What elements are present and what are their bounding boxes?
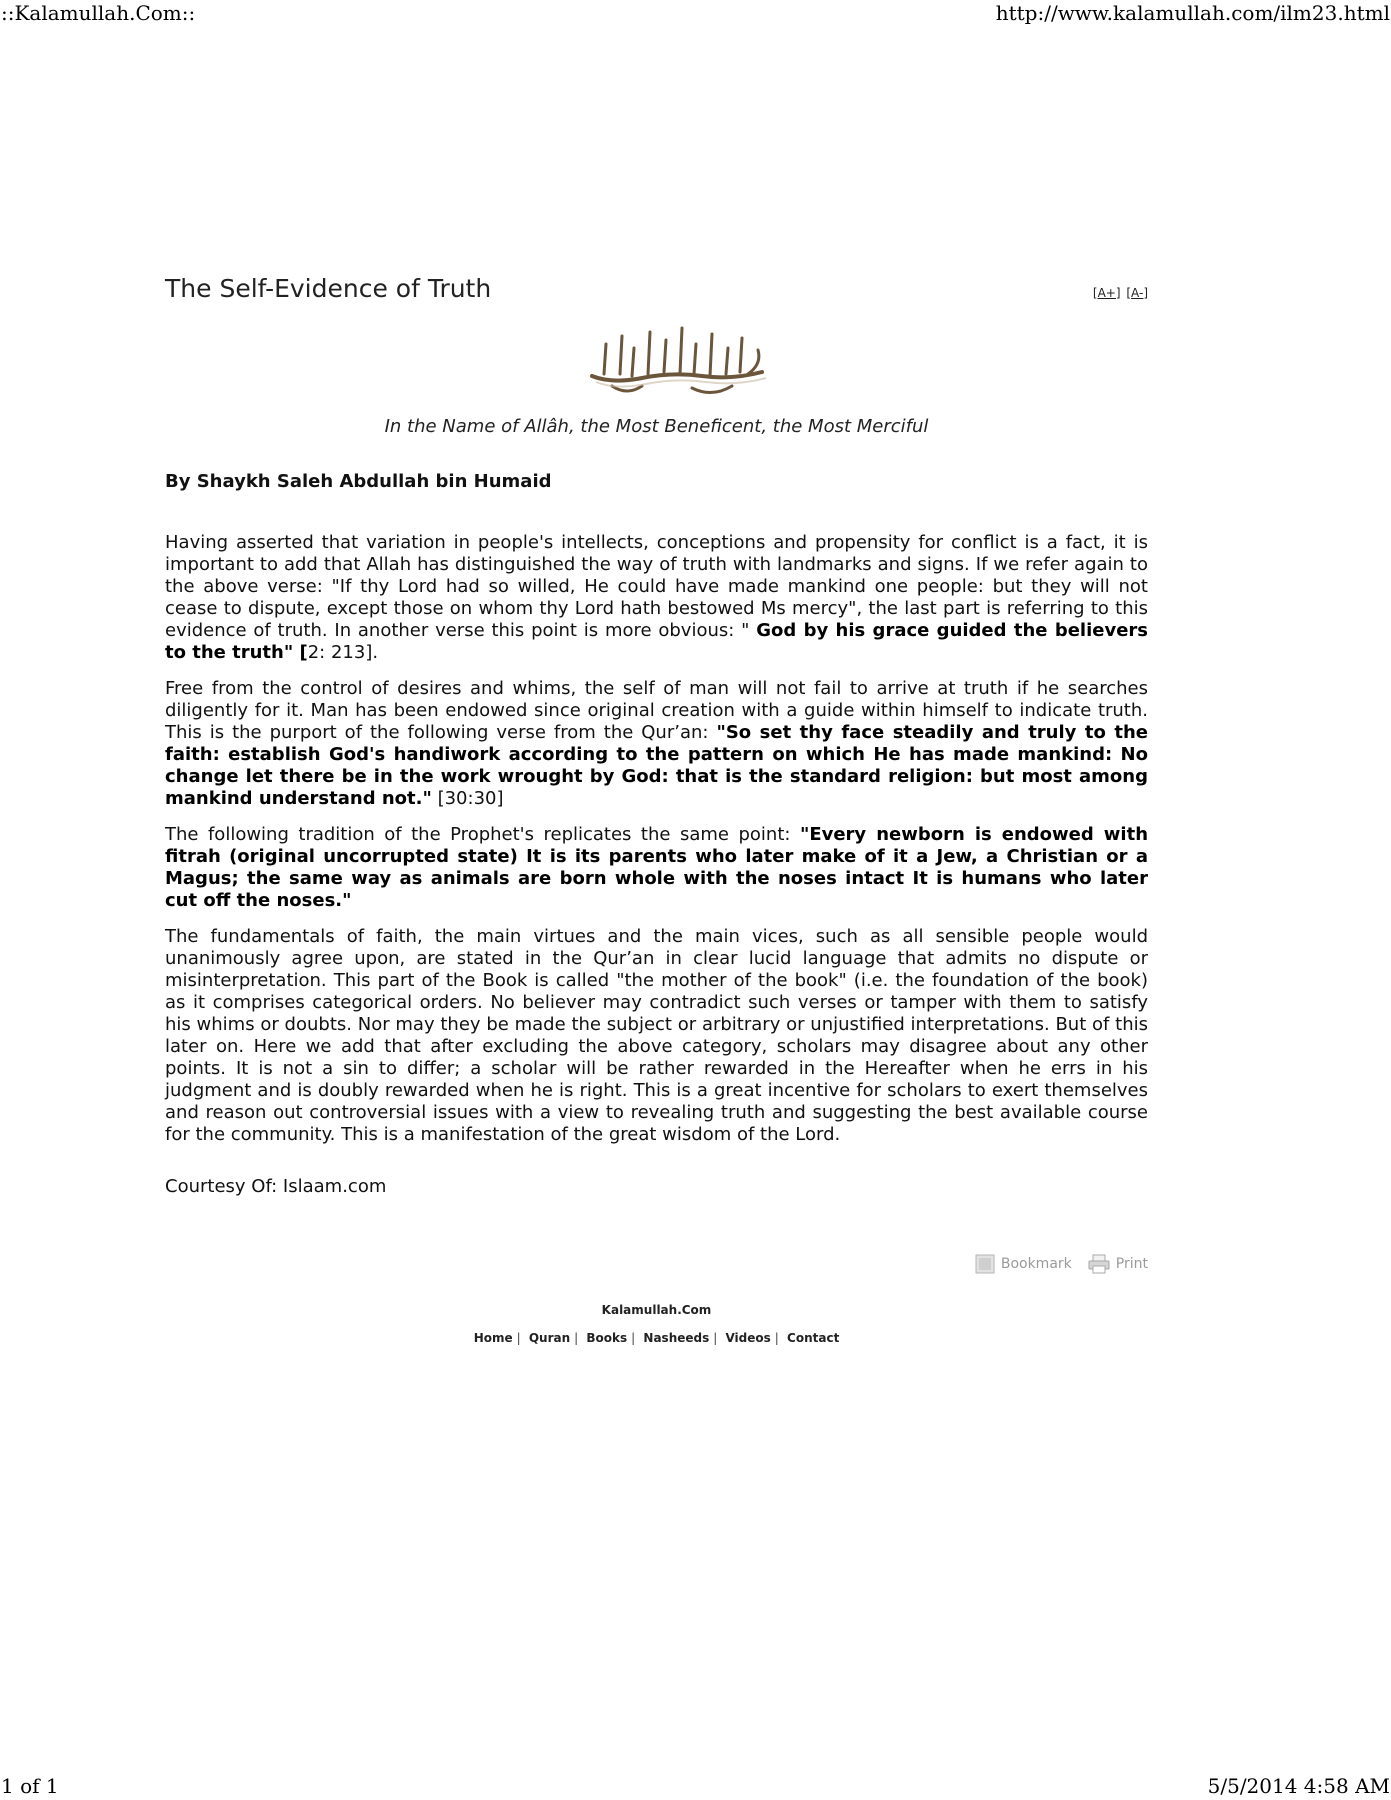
nav-separator: |	[774, 1331, 779, 1345]
courtesy-line: Courtesy Of: Islaam.com	[165, 1176, 387, 1197]
paragraph-1-text: Having asserted that variation in people's intellects, conceptions and propensity for conflict is a fact, it is important to add that Allah has distinguished the way of truth with landmarks and signs. If we refer again to the above verse: "If thy Lord had so willed, He could have made mankind one people: but they will not cease to dispute, except those on whom thy Lord hath bestowed Ms mercy", the last part is referring to this evidence of truth. In another verse this point is more obvious: "	[165, 532, 1148, 641]
nav-link-quran[interactable]: Quran	[528, 1331, 571, 1345]
nav-link-books[interactable]: Books	[586, 1331, 628, 1345]
bismillah-calligraphy-image	[572, 314, 782, 404]
article-container	[165, 274, 1149, 1345]
nav-separator: |	[516, 1331, 521, 1345]
nav-separator: |	[574, 1331, 579, 1345]
nav-separator: |	[631, 1331, 636, 1345]
paragraph-3-text: The following tradition of the Prophet's replicates the same point:	[165, 824, 800, 845]
printer-icon	[1088, 1254, 1110, 1274]
paragraph-3-quote: "Every newborn is endowed with fitrah (original uncorrupted state) It is its parents who later make of it a Jew, a Christian or a Magus; the same way as animals are born whole with the noses intact It is humans who later cut off the noses."	[165, 824, 1149, 911]
print-page-count: 1 of 1	[1, 1774, 59, 1798]
nav-link-nasheeds[interactable]: Nasheeds	[643, 1331, 710, 1345]
paragraph-1-quote: God by his grace guided the believers to the truth" [	[165, 620, 1148, 663]
print-header-title: ::Kalamullah.Com::	[1, 1, 196, 25]
page-title: The Self-Evidence of Truth	[165, 274, 492, 303]
paragraph-3	[165, 824, 1148, 912]
paragraph-1-reference: 2: 213].	[307, 642, 379, 663]
bookmark-button[interactable]	[975, 1254, 1072, 1274]
site-name: Kalamullah.Com	[601, 1303, 712, 1317]
paragraph-2-reference: [30:30]	[431, 788, 504, 809]
font-decrease-link[interactable]: [A-]	[1126, 286, 1148, 300]
print-header-url: http://www.kalamullah.com/ilm23.html	[995, 1, 1390, 25]
font-size-controls	[1091, 286, 1148, 300]
author-line: By Shaykh Saleh Abdullah bin Humaid	[165, 471, 552, 492]
paragraph-4: The fundamentals of faith, the main virtues and the main vices, such as all sensible people would unanimously agree upon, are stated in the Qur’an in clear lucid language that admits no dispute or misinterpretation. This part of the Book is called "the mother of the book" (i.e. the foundation of the book) as it comprises categorical orders. No believer may contradict such verses or tamper with them to satisfy his whims or doubts. Nor may they be made the subject or arbitrary or unjustified interpretations. But of this later on. Here we add that after excluding the above category, scholars may disagree about any other points. It is not a sin to differ; a scholar will be rather rewarded in the Hereafter when he errs in his judgment and is doubly rewarded when he is right. This is a great incentive for scholars to exert themselves and reason out controversial issues with a view to revealing truth and suggesting the best available course for the community. This is a manifestation of the great wisdom of the Lord.	[165, 926, 1148, 1145]
font-increase-link[interactable]: [A+]	[1092, 286, 1121, 300]
nav-separator: |	[713, 1331, 718, 1345]
paragraph-2-quote: "So set thy face steadily and truly to the faith: establish God's handiwork according to the pattern on which He has made mankind: No change let there be in the work wrought by God: that is the standard religion: but most among mankind understand not."	[165, 722, 1149, 809]
bookmark-label: Bookmark	[1000, 1256, 1072, 1272]
title-row	[165, 274, 1148, 314]
bookmark-icon	[975, 1254, 995, 1274]
invocation-text: In the Name of Allâh, the Most Beneficent, the Most Merciful	[384, 416, 929, 437]
site-footer	[165, 1303, 1148, 1345]
nav-link-videos[interactable]: Videos	[725, 1331, 771, 1345]
print-timestamp: 5/5/2014 4:58 AM	[1207, 1774, 1390, 1798]
paragraph-2-text: Free from the control of desires and whims, the self of man will not fail to arrive at truth if he searches diligently for it. Man has been endowed since original creation with a guide within himself to indicate truth. This is the purport of the following verse from the Qur’an:	[165, 678, 1148, 743]
footer-nav	[165, 1331, 1148, 1345]
print-label: Print	[1115, 1256, 1148, 1272]
nav-link-home[interactable]: Home	[473, 1331, 513, 1345]
article-tools	[959, 1254, 1148, 1274]
paragraph-2	[165, 678, 1148, 810]
print-button[interactable]	[1088, 1254, 1148, 1274]
nav-link-contact[interactable]: Contact	[787, 1331, 840, 1345]
paragraph-1	[165, 532, 1148, 664]
